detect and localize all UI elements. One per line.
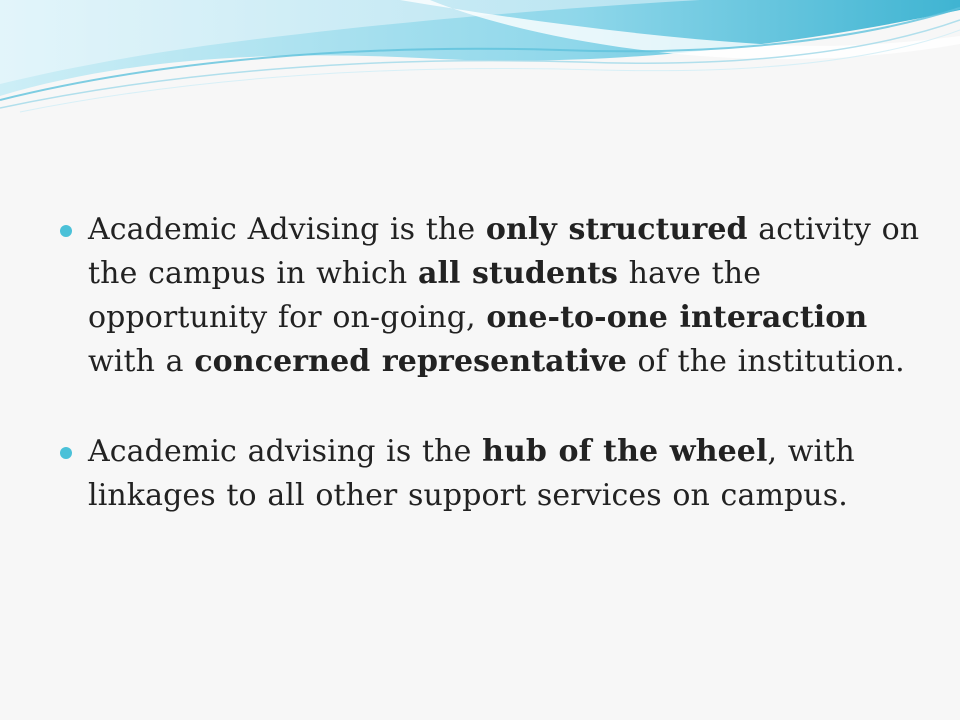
- bullet-icon: [60, 225, 72, 237]
- text-run: with a: [88, 344, 195, 379]
- bullet-item-2: [60, 430, 920, 518]
- text-run: of the institution.: [626, 344, 905, 379]
- emphasis-text: hub of the wheel: [482, 434, 768, 469]
- text-run: , with linkages to all other support services on campus.: [88, 434, 855, 513]
- text-run: have the opportunity for on-going,: [88, 256, 762, 335]
- bullet-item-1: [60, 208, 920, 384]
- emphasis-text: only structured: [485, 212, 748, 247]
- text-run: activity on the campus in which: [88, 212, 920, 291]
- bullet-icon: [60, 447, 72, 459]
- text-run: Academic Advising is the: [88, 212, 486, 247]
- emphasis-text: one-to-one interaction: [486, 300, 868, 335]
- wave-banner: [0, 0, 960, 120]
- emphasis-text: all students: [417, 256, 619, 291]
- bullet-text: [88, 208, 920, 384]
- bullet-text: [88, 430, 920, 518]
- bullet-list: [60, 208, 920, 564]
- text-run: Academic advising is the: [88, 434, 483, 469]
- emphasis-text: concerned representative: [194, 344, 627, 379]
